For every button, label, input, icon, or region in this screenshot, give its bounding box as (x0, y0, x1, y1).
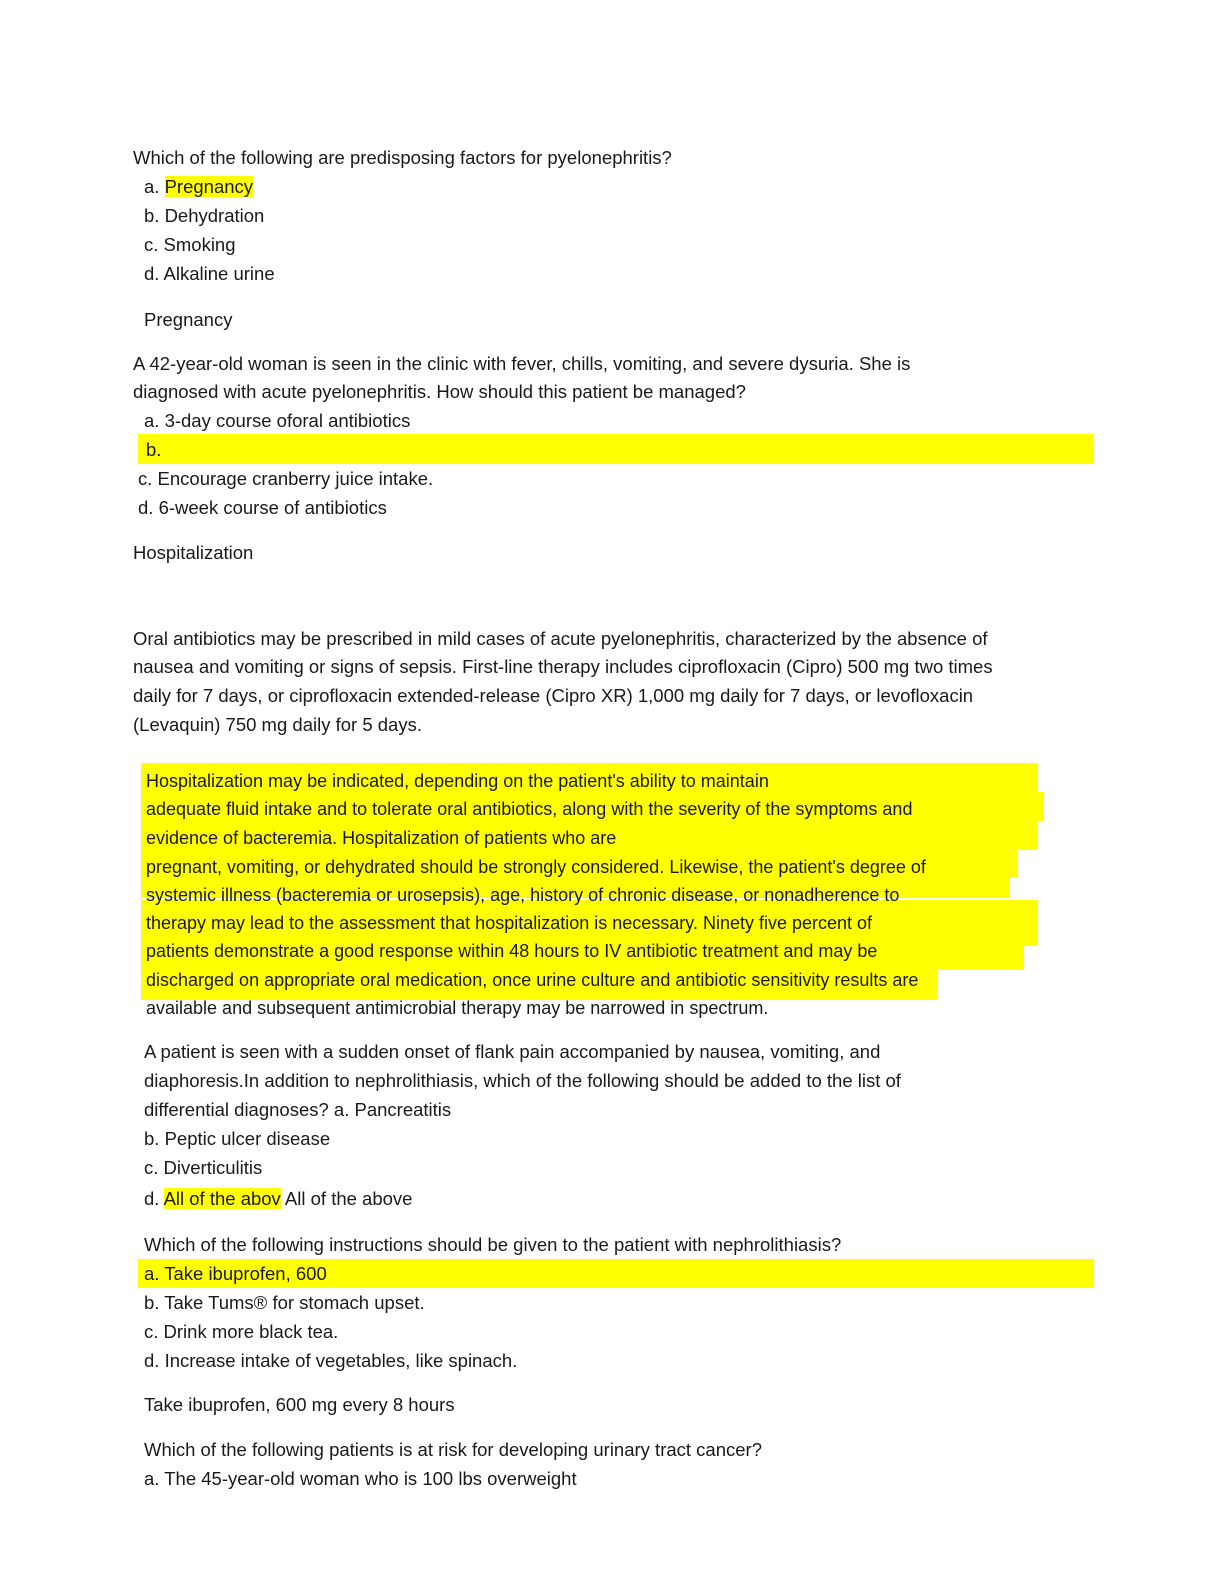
explanation2-line8 (146, 968, 918, 992)
explanation2-line7: patients demonstrate a good response within 48 hours to IV antibiotic treatment and may be (146, 941, 878, 961)
explanation2-line5: systemic illness (bacteremia or urosepsis), age, history of chronic disease, or nonadherence to (146, 885, 900, 905)
q2-option-c: c. Encourage cranberry juice intake. (138, 468, 434, 489)
q4-option-b: b. Take Tums® for stomach upset. (144, 1292, 425, 1313)
q2-question-line1: A 42-year-old woman is seen in the clinic with fever, chills, vomiting, and severe dysuria. She is (133, 353, 911, 374)
q1-answer: Pregnancy (144, 309, 233, 330)
q4-option-c: c. Drink more black tea. (144, 1321, 339, 1342)
q2-option-b-highlight-band (138, 434, 1094, 464)
q5-question: Which of the following patients is at risk for developing urinary tract cancer? (144, 1439, 762, 1460)
explanation2-line8-highlighted: discharged on appropriate oral medication, once urine culture and antibiotic sensitivity r (146, 970, 841, 990)
explanation2-line3: evidence of bacteremia. Hospitalization of patients who are (146, 828, 617, 848)
q4-option-d: d. Increase intake of vegetables, like spinach. (144, 1350, 518, 1371)
q1-option-b: b. Dehydration (144, 205, 265, 226)
explanation1-line3: daily for 7 days, or ciprofloxacin extended-release (Cipro XR) 1,000 mg daily for 7 days, or levofloxacin (133, 685, 974, 706)
q2-option-d: d. 6-week course of antibiotics (138, 497, 387, 518)
explanation2-line9: available and subsequent antimicrobial therapy may be narrowed in spectrum. (146, 998, 769, 1018)
explanation1-line4: (Levaquin) 750 mg daily for 5 days. (133, 714, 422, 735)
q3-option-d-highlight: All of the abov (163, 1188, 281, 1209)
q3-option-d (144, 1187, 412, 1211)
q3-question-line3: differential diagnoses? a. Pancreatitis (144, 1099, 452, 1120)
explanation2-line8-plain: esults are (840, 970, 919, 990)
explanation2-line6: therapy may lead to the assessment that hospitalization is necessary. Ninety five percent of (146, 913, 873, 933)
q4-answer: Take ibuprofen, 600 mg every 8 hours (144, 1394, 455, 1415)
q1-option-d: d. Alkaline urine (144, 263, 275, 284)
q1-option-a (144, 175, 253, 199)
explanation2-line4: pregnant, vomiting, or dehydrated should be strongly considered. Likewise, the patient's degree of (146, 857, 926, 877)
q1-option-c: c. Smoking (144, 234, 236, 255)
explanation2-line2: adequate fluid intake and to tolerate oral antibiotics, along with the severity of the symptoms and (146, 799, 913, 819)
q3-option-c: c. Diverticulitis (144, 1157, 263, 1178)
q4-question: Which of the following instructions should be given to the patient with nephrolithiasis? (144, 1234, 842, 1255)
q1-option-a-highlight: Pregnancy (164, 176, 254, 197)
q1-option-a-prefix: a. (144, 176, 165, 197)
q2-option-a: a. 3-day course oforal antibiotics (144, 410, 411, 431)
q2-answer: Hospitalization (133, 542, 254, 563)
q3-question-line1: A patient is seen with a sudden onset of flank pain accompanied by nausea, vomiting, and (144, 1041, 881, 1062)
q4-option-a: a. Take ibuprofen, 600 (144, 1263, 327, 1284)
q3-option-d-rest: All of the above (280, 1188, 413, 1209)
q3-question-line2: diaphoresis.In addition to nephrolithiasis, which of the following should be added to the list of (144, 1070, 901, 1091)
q3-option-d-prefix: d. (144, 1188, 164, 1209)
q2-option-b: b. (146, 439, 162, 460)
explanation2-line1: Hospitalization may be indicated, depending on the patient's ability to maintain (146, 771, 769, 791)
explanation1-line1: Oral antibiotics may be prescribed in mild cases of acute pyelonephritis, characterized by the absence of (133, 628, 988, 649)
q5-option-a: a. The 45-year-old woman who is 100 lbs overweight (144, 1468, 577, 1489)
q2-question-line2: diagnosed with acute pyelonephritis. How should this patient be managed? (133, 381, 746, 402)
explanation1-line2: nausea and vomiting or signs of sepsis. First-line therapy includes ciprofloxacin (Cipro) 500 mg two times (133, 656, 993, 677)
q3-option-b: b. Peptic ulcer disease (144, 1128, 331, 1149)
q1-question: Which of the following are predisposing factors for pyelonephritis? (133, 147, 672, 168)
